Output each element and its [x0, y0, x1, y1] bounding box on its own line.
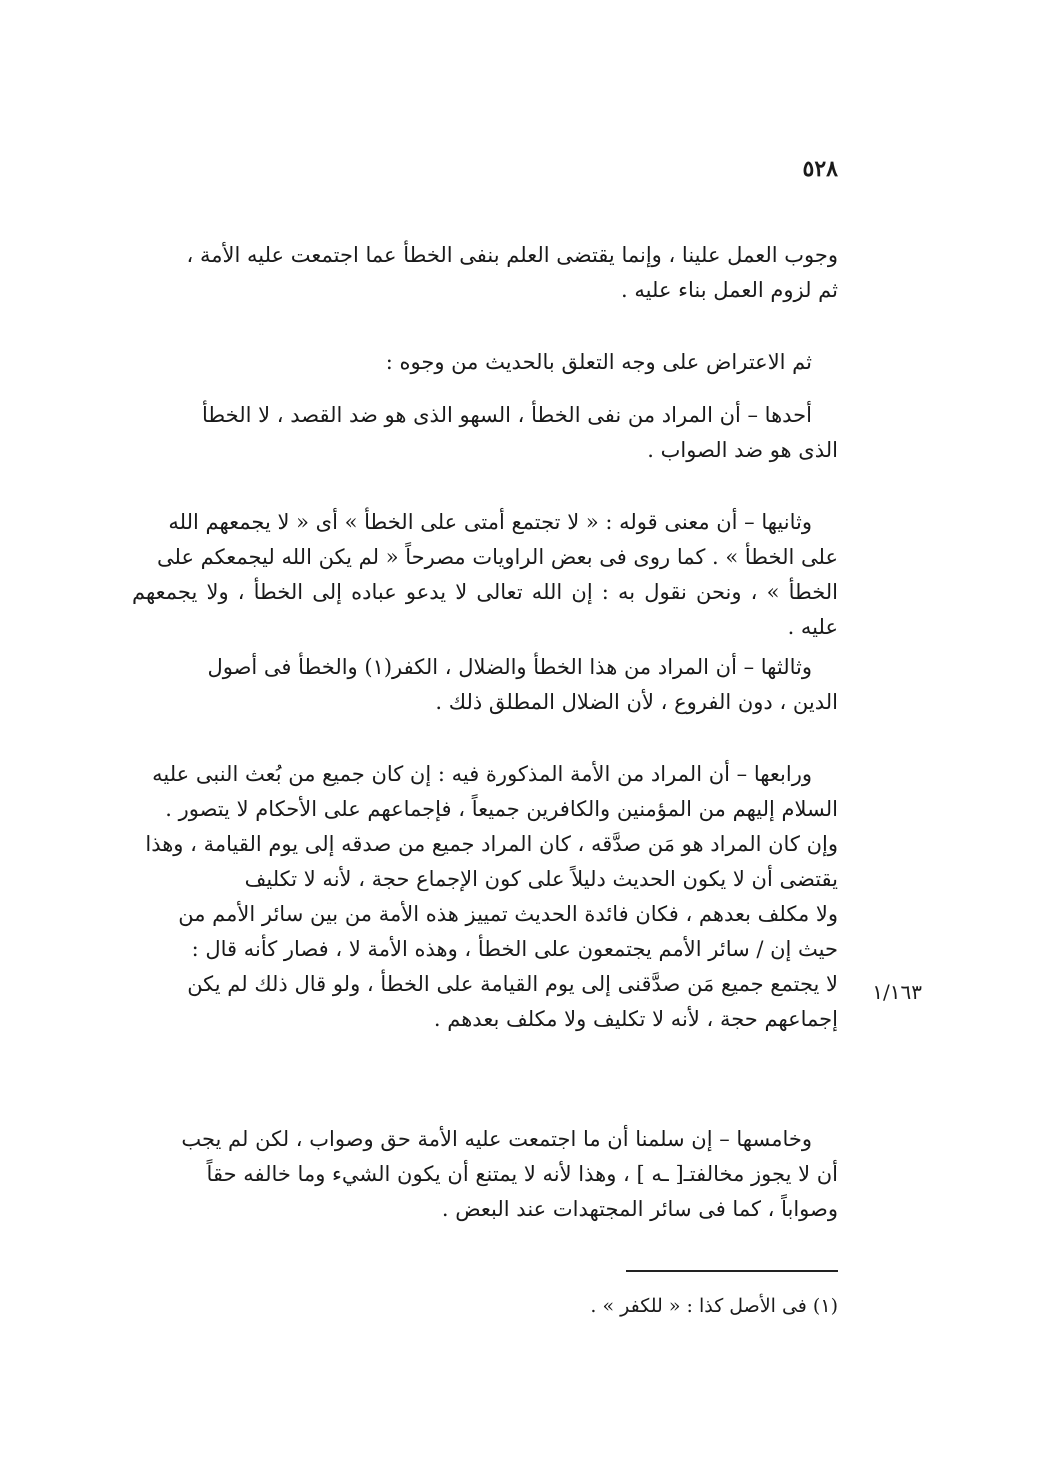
paragraph-continuation: [132, 238, 838, 308]
text-line: وجوب العمل علينا ، وإنما يقتضى العلم بنفى الخطأ عما اجتمعت عليه الأمة ،: [186, 243, 838, 267]
text-line: وثانيها – أن معنى قوله : « لا تجتمع أمتى على الخطأ » أى « لا يجمعهم الله: [168, 510, 812, 534]
paragraph-fourth-objection: [132, 757, 838, 1037]
text-line: الدين ، دون الفروع ، لأن الضلال المطلق ذلك .: [435, 690, 838, 714]
text-line: على الخطأ » . كما روى فى بعض الراويات مصرحاً « لم يكن الله ليجمعكم على: [156, 545, 838, 569]
text-line: الذى هو ضد الصواب .: [647, 438, 838, 462]
footnote: (١) فى الأصل كذا : « للكفر » .: [590, 1295, 838, 1317]
paragraph-first-objection: [132, 398, 838, 468]
paragraph-objection-intro: [132, 345, 838, 380]
text-line: لا يجتمع جميع مَن صدَّقنى إلى يوم القيامة على الخطأ ، ولو قال ذلك لم يكن: [187, 972, 838, 996]
margin-reference: ١/١٦٣: [872, 980, 922, 1004]
text-line: يقتضى أن لا يكون الحديث دليلاً على كون الإجماع حجة ، لأنه لا تكليف: [244, 867, 838, 891]
paragraph-third-objection: [132, 650, 838, 720]
text-line: حيث إن / سائر الأمم يجتمعون على الخطأ ، وهذه الأمة لا ، فصار كأنه قال :: [191, 937, 838, 961]
text-line: أحدها – أن المراد من نفى الخطأ ، السهو الذى هو ضد القصد ، لا الخطأ: [202, 403, 812, 427]
text-line: الخطأ » ، ونحن نقول به : إن الله تعالى لا يدعو عباده إلى الخطأ ، ولا يجمعهم عليه .: [132, 580, 838, 639]
text-line: ولا مكلف بعدهم ، فكان فائدة الحديث تمييز هذه الأمة من بين سائر الأمم من: [178, 902, 838, 926]
text-line: ورابعها – أن المراد من الأمة المذكورة فيه : إن كان جميع من بُعث النبى عليه: [152, 762, 812, 786]
text-line: وخامسها – إن سلمنا أن ما اجتمعت عليه الأمة حق وصواب ، لكن لم يجب: [181, 1127, 812, 1151]
text-line: إجماعهم حجة ، لأنه لا تكليف ولا مكلف بعدهم .: [433, 1007, 838, 1031]
text-line: وصواباً ، كما فى سائر المجتهدات عند البعض .: [441, 1197, 838, 1221]
footnote-separator: [626, 1270, 838, 1272]
paragraph-fifth-objection: [132, 1122, 838, 1227]
text-line: أن لا يجوز مخالفتـ[ ـه ] ، وهذا لأنه لا يمتنع أن يكون الشيء وما خالفه حقاً: [206, 1162, 838, 1186]
text-line: ثم الاعتراض على وجه التعلق بالحديث من وجوه :: [385, 350, 812, 374]
text-line: السلام إليهم من المؤمنين والكافرين جميعاً ، فإجماعهم على الأحكام لا يتصور .: [165, 797, 838, 821]
text-line: ثم لزوم العمل بناء عليه .: [621, 278, 838, 302]
text-line: وثالثها – أن المراد من هذا الخطأ والضلال ، الكفر(١) والخطأ فى أصول: [207, 655, 812, 679]
text-line: وإن كان المراد هو مَن صدَّقه ، كان المراد جميع من صدقه إلى يوم القيامة ، وهذا: [145, 832, 838, 856]
paragraph-second-objection: [132, 505, 838, 645]
page-number: ٥٢٨: [802, 156, 838, 182]
